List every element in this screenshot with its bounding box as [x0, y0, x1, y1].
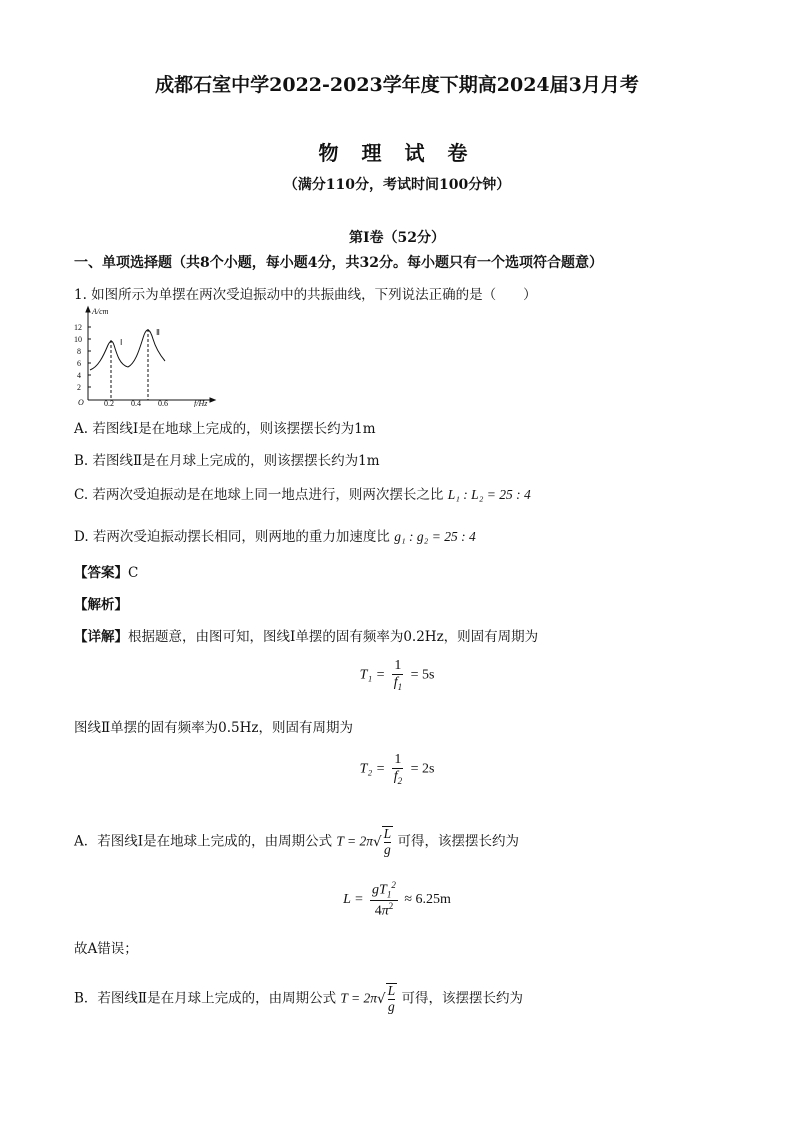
- resonance-curve-figure: [70, 305, 220, 407]
- ytick: 2: [77, 383, 81, 392]
- equation-L: [0, 880, 794, 920]
- score-note: （满分110分，考试时间100分钟）: [283, 177, 511, 193]
- sqrt-formula-B: √ L g: [377, 983, 396, 1014]
- detail-tag: 【详解】: [74, 629, 128, 645]
- period-formula-A: T = 2π: [336, 833, 374, 849]
- ytick: 10: [74, 335, 82, 344]
- option-C: [74, 483, 531, 503]
- part-A-post: 可得，该摆摆长约为: [397, 833, 519, 850]
- part-B-post: 可得，该摆摆长约为: [401, 990, 523, 1007]
- ytick: 12: [74, 323, 82, 332]
- option-D-ratio: g₁ : g₂ = 25 : 4: [394, 529, 476, 544]
- eq3-lhs: L =: [343, 891, 364, 907]
- xtick: 0.4: [131, 399, 141, 407]
- option-A: A. 若图线Ⅰ是在地球上完成的，则该摆摆长约为1m: [74, 421, 376, 437]
- part-A-conclusion: 故A错误；: [74, 941, 138, 957]
- xtick: 0.6: [158, 399, 168, 407]
- eq2-lhs: T₂ =: [359, 761, 386, 777]
- option-D: [74, 525, 476, 545]
- question-stem: 1. 如图所示为单摆在两次受迫振动中的共振曲线，下列说法正确的是（ ）: [74, 287, 537, 303]
- period-formula-B: T = 2π: [340, 990, 378, 1006]
- detail-line-2: 图线Ⅱ单摆的固有频率为0.5Hz，则固有周期为: [74, 720, 354, 736]
- ytick: 4: [77, 371, 81, 380]
- equation-T2: [0, 752, 794, 786]
- xtick: 0.2: [104, 399, 114, 407]
- eq1-lhs: T₁ =: [359, 667, 386, 683]
- part-A-line: [74, 826, 519, 858]
- x-axis-arrow: [210, 398, 215, 402]
- curve-I-label: Ⅰ: [120, 338, 123, 347]
- eq1-fraction: $\frac{1}{f_1}$: [393, 658, 403, 692]
- detail-text-1: 根据题意，由图可知，图线Ⅰ单摆的固有频率为0.2Hz，则固有周期为: [128, 629, 539, 645]
- answer-line: [74, 561, 138, 581]
- x-axis-label: f/Hz: [194, 399, 208, 407]
- y-axis-arrow: [86, 307, 90, 312]
- answer-tag: 【答案】: [74, 565, 128, 581]
- option-C-text: C. 若两次受迫振动是在地球上同一地点进行，则两次摆长之比: [74, 487, 444, 503]
- part-B-line: [74, 983, 523, 1015]
- eq3-fraction: $\frac{gT_1^2}{4\pi^2}$: [372, 880, 396, 919]
- option-C-ratio: L₁ : L₂ = 25 : 4: [447, 487, 531, 502]
- curve-II-label: Ⅱ: [156, 328, 160, 337]
- part-title: 第Ⅰ卷（52分）: [348, 230, 446, 246]
- eq3-rhs: ≈ 6.25m: [404, 891, 451, 907]
- option-B: B. 若图线Ⅱ是在月球上完成的，则该摆摆长约为1m: [74, 453, 380, 469]
- ytick: 8: [77, 347, 81, 356]
- analysis-line: [74, 593, 128, 613]
- analysis-tag: 【解析】: [74, 597, 128, 613]
- detail-line-1: [74, 625, 538, 645]
- section-heading: 一、单项选择题（共8个小题，每小题4分，共32分。每小题只有一个选项符合题意）: [74, 255, 603, 271]
- option-D-text: D. 若两次受迫振动摆长相同，则两地的重力加速度比: [74, 529, 390, 545]
- exam-title: 成都石室中学2022-2023学年度下期高2024届3月月考: [155, 74, 639, 96]
- eq2-fraction: $\frac{1}{f_2}$: [393, 752, 403, 786]
- eq1-rhs: = 5s: [410, 667, 435, 683]
- part-B-pre: B．若图线Ⅱ是在月球上完成的，由周期公式: [74, 990, 337, 1007]
- equation-T1: [0, 658, 794, 692]
- answer-value: C: [128, 565, 139, 581]
- part-A-pre: A．若图线Ⅰ是在地球上完成的，由周期公式: [74, 833, 333, 850]
- sqrt-formula-A: √ L g: [373, 826, 392, 857]
- subject-title: 物 理 试 卷: [318, 141, 476, 165]
- y-axis-label: A/cm: [92, 307, 109, 316]
- eq2-rhs: = 2s: [410, 761, 435, 777]
- ytick: 6: [77, 359, 81, 368]
- origin-label: O: [78, 398, 84, 407]
